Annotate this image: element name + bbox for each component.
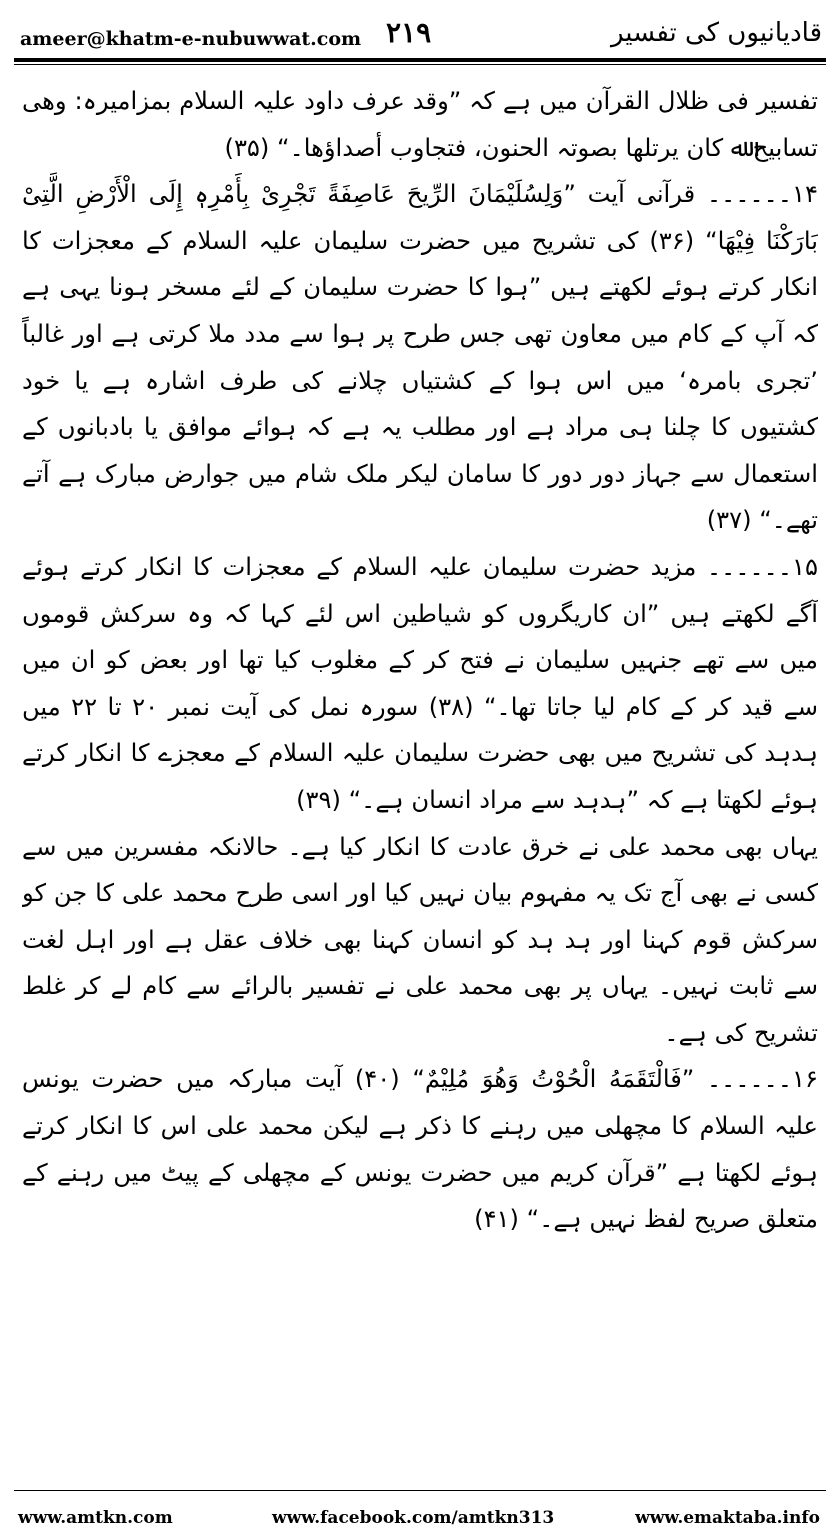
header-email: ameer@khatm-e-nubuwwat.com — [20, 28, 362, 50]
page-body — [22, 78, 818, 1453]
book-title: قادیانیوں کی تفسیر — [610, 18, 822, 48]
page-footer — [14, 1500, 826, 1530]
footer-link-facebook[interactable]: www.facebook.com/amtkn313 — [272, 1508, 555, 1528]
paragraph-16: ۱۶۔۔۔۔۔۔ ”فَالْتَقَمَهُ الْحُوْتُ وَھُوَ مُلِیْمٌ“ (۴۰) آیت مبارکہ میں حضرت یونس علیہ السلام کا مچھلی میں رہنے کا ذکر ہے لیکن محمد علی اس کا انکار کرتے ہوئے لکھتا ہے ”قرآن کریم میں حضرت یونس کے مچھلی کے پیٹ میں رہنے کے متعلق صریح لفظ نہیں ہے۔“ (۴۱) — [22, 1065, 818, 1234]
paragraph-15: ۱۵۔۔۔۔۔۔ مزید حضرت سلیمان علیہ السلام کے معجزات کا انکار کرتے ہوئے آگے لکھتے ہیں ”ان کاریگروں کو شیاطین اس لئے کہا کہ وہ سرکش قوموں میں سے تھے جنہیں سلیمان نے فتح کر کے مغلوب کیا تھا اور بعض کو ان میں سے قید کر کے کام لیا جاتا تھا۔“ (۳۸) سورہ نمل کی آیت نمبر ۲۰ تا ۲۲ میں ہدہد کی تشریح میں بھی حضرت سلیمان علیہ السلام کے معجزے کا انکار کرتے ہوئے لکھتا ہے کہ ”ہدہد سے مراد انسان ہے۔“ (۳۹) — [22, 552, 818, 814]
footer-link-amtkn[interactable]: www.amtkn.com — [18, 1508, 173, 1528]
header-rule-thin — [14, 64, 826, 65]
paragraph-commentary: یہاں بھی محمد علی نے خرق عادت کا انکار کیا ہے۔ حالانکہ مفسرین میں سے کسی نے بھی آج تک یہ مفہوم بیان نہیں کیا اور اسی طرح محمد علی کا جن کو سرکش قوم کہنا اور ہد ہد کو انسان کہنا بھی خلاف عقل ہے اور اہل لغت سے ثابت نہیں۔ یہاں پر بھی محمد علی نے تفسیر بالرائے سے کام لے کر غلط تشریح کی ہے۔ — [22, 832, 818, 1047]
page-header — [14, 8, 826, 56]
header-rule-thick — [14, 58, 826, 62]
paragraph-14: ۱۴۔۔۔۔۔۔ قرآنی آیت ”وَلِسُلَیْمَانَ الرِّیحَ عَاصِفَةً تَجْرِیْ بِأَمْرِہٖ إِلَی الْأَرْضِ الَّتِیْ بَارَکْنَا فِیْھَا“ (۳۶) کی تشریح میں حضرت سلیمان علیہ السلام کے معجزات کا انکار کرتے ہوئے لکھتے ہیں ”ہوا کا حضرت سلیمان کے لئے مسخر ہونا یہی ہے کہ آپ کے کام میں معاون تھی جس طرح پر ہوا سے مدد ملا کرتی ہے اور غالباً ’تجری بامرہ‘ میں اس ہوا کے کشتیاں چلانے کی طرف اشارہ ہے یا خود کشتیوں کا چلنا ہی مراد ہے اور مطلب یہ ہے کہ ہوائے موافق یا بادبانوں کے استعمال سے جہاز دور دور کا سامان لیکر ملک شام میں جوارض مبارک ہے آتے تھے۔“ (۳۷) — [22, 180, 818, 535]
footer-rule — [14, 1490, 826, 1491]
footer-link-emaktaba[interactable]: www.emaktaba.info — [635, 1508, 820, 1528]
page-number: ۲۱۹ — [386, 16, 432, 49]
paragraph-zilal: تفسیر فی ظلال القرآن میں ہے کہ ”وقد عرف داود علیہ السلام بمزامیرہ: وھی تسابیح ﷲ کان یرتلھا بصوتہ الحنون، فتجاوب أصداؤھا۔“ (۳۵) — [22, 87, 818, 162]
